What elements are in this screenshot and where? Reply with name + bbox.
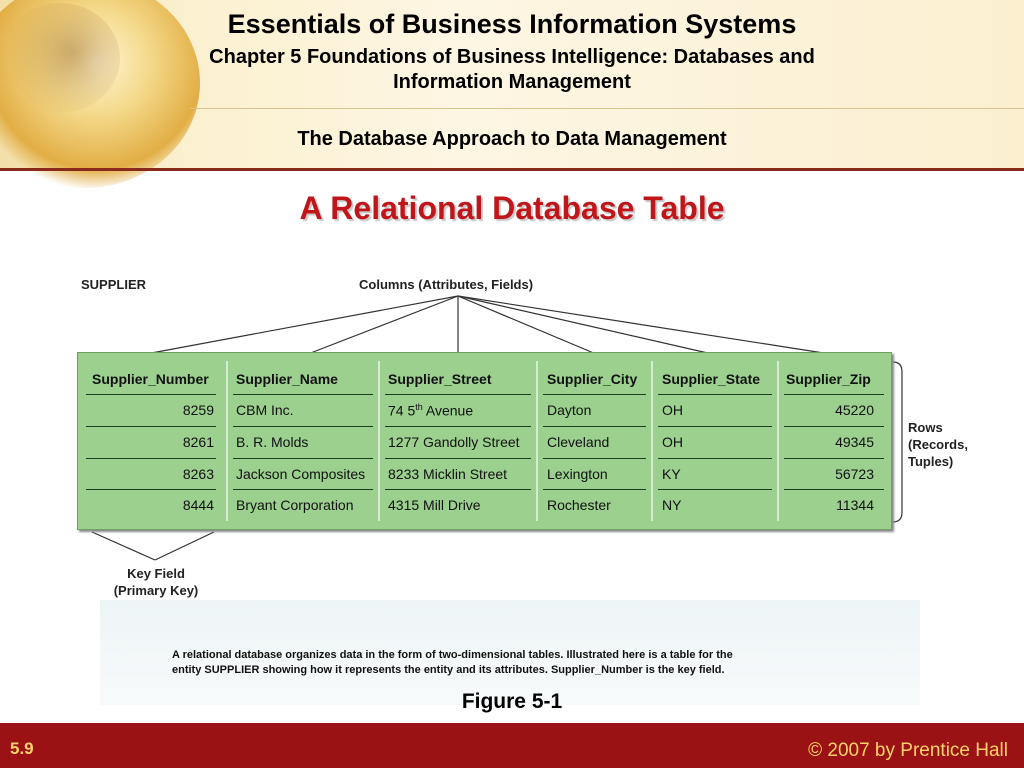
table-cell: 45220 xyxy=(835,402,874,418)
table-cell: Dayton xyxy=(547,402,592,418)
table-cell: 8263 xyxy=(182,466,214,482)
copyright-text: © 2007 by Prentice Hall xyxy=(808,740,1008,761)
slide-title: A Relational Database Table xyxy=(299,190,725,226)
figure-label: Figure 5-1 xyxy=(461,690,563,713)
slide-number: 5.9 xyxy=(10,739,34,758)
table-cell: KY xyxy=(662,466,681,482)
columns-label: Columns (Attributes, Fields) xyxy=(359,277,534,292)
table-cell: Lexington xyxy=(547,466,608,482)
table-cell: NY xyxy=(662,497,682,513)
header-supplier-city: Supplier_City xyxy=(547,371,638,387)
table-cell: 74 5th Avenue xyxy=(388,402,474,419)
table-cell: 4315 Mill Drive xyxy=(388,497,481,513)
chapter-title: Chapter 5 Foundations of Business Intelligence: Databases and Information Management xyxy=(209,46,815,93)
table-cell: 8444 xyxy=(182,497,214,513)
header-supplier-name: Supplier_Name xyxy=(236,371,338,387)
supplier-table xyxy=(77,352,892,530)
table-cell: 8233 Micklin Street xyxy=(388,466,508,482)
header-supplier-zip: Supplier_Zip xyxy=(786,371,871,387)
header-supplier-number: Supplier_Number xyxy=(92,371,209,387)
table-cell: 56723 xyxy=(835,466,874,482)
table-name-label: SUPPLIER xyxy=(81,277,147,292)
table-cell: 8259 xyxy=(182,402,214,418)
figure-caption: A relational database organizes data in the form of two-dimensional tables. Illustrated here is a table for the entity SUPPLIER showing how it represents the entity and its attributes. Supplier_Number is the key field. xyxy=(172,649,733,676)
header-supplier-state: Supplier_State xyxy=(662,371,761,387)
table-cell: 49345 xyxy=(835,434,874,450)
table-cell: Cleveland xyxy=(547,434,610,450)
rows-label: Rows (Records, Tuples) xyxy=(908,420,968,469)
table-cell: 1277 Gandolly Street xyxy=(388,434,520,450)
header-supplier-street: Supplier_Street xyxy=(388,371,492,387)
section-title: The Database Approach to Data Management xyxy=(297,128,727,150)
table-cell: CBM Inc. xyxy=(236,402,294,418)
key-field-label: Key Field (Primary Key) xyxy=(113,566,199,598)
table-cell: OH xyxy=(662,402,683,418)
presentation-title: Essentials of Business Information Systems xyxy=(227,9,797,39)
table-cell: Jackson Composites xyxy=(236,466,366,482)
table-cell: OH xyxy=(662,434,683,450)
table-cell: 8261 xyxy=(182,434,214,450)
table-cell: B. R. Molds xyxy=(236,434,309,450)
table-cell: Bryant Corporation xyxy=(236,497,354,513)
table-cell: Rochester xyxy=(547,497,611,513)
table-cell: 11344 xyxy=(836,497,874,513)
